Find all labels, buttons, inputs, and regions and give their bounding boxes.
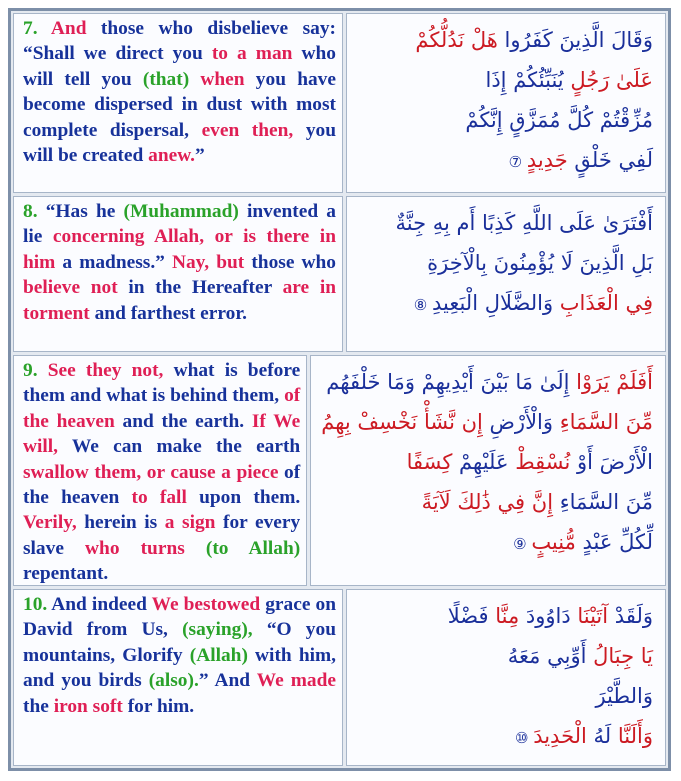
arabic-text-segment: إِنَّ فِي ذَٰلِكَ لَآيَةً — [421, 490, 554, 514]
verse-number: 10. — [23, 594, 48, 615]
arabic-line — [357, 203, 653, 243]
arabic-text-segment: نُسْقِطْ — [515, 450, 571, 474]
english-text-segment: And indeed — [47, 594, 152, 615]
arabic-text-segment: إِن نَّشَأْ نَخْسِفْ بِهِمُ — [321, 410, 483, 434]
english-text-segment: (Allah) — [189, 644, 248, 666]
english-text-segment: or is there in him — [23, 226, 336, 273]
english-text-segment: and farthest error. — [89, 302, 248, 324]
arabic-text-segment: يَا جِبَالُ — [593, 644, 653, 668]
arabic-text-segment: مِّنَ السَّمَاءِ — [559, 410, 653, 434]
arabic-text-segment: وَأَلَنَّا — [617, 724, 653, 748]
arabic-line — [357, 636, 653, 676]
arabic-line — [357, 60, 653, 100]
arabic-text-segment: مُّنِيبٍ — [531, 530, 576, 554]
english-text-segment: when — [189, 68, 245, 90]
arabic-text-segment: كِسَفًا — [406, 450, 453, 474]
english-text-segment: those who — [244, 251, 336, 273]
arabic-text-segment: بَلِ الَّذِينَ لَا يُؤْمِنُونَ بِالْآخِرَةِ — [427, 251, 653, 275]
english-text-segment: the — [23, 695, 54, 717]
english-text-segment: Nay, but — [171, 251, 245, 273]
verse-english-10 — [13, 589, 343, 766]
arabic-text-segment: الْأَرْضَ أَوْ — [570, 450, 653, 474]
verse-arabic-7 — [346, 13, 666, 193]
ayah-end-marker: ⑦ — [508, 153, 527, 171]
english-text-segment: we direct you — [83, 43, 203, 65]
arabic-text-segment: إِلَىٰ مَا بَيْنَ أَيْدِيهِمْ وَمَا خَلْفَهُم — [326, 370, 577, 394]
arabic-line — [357, 676, 653, 716]
english-text-segment: those who disbelieve say: “Shall — [23, 18, 336, 65]
english-text-segment: (that) — [142, 68, 190, 90]
arabic-line — [321, 522, 653, 564]
english-text-segment: Verily, — [23, 512, 77, 534]
english-text-segment: “O you mountains, Glorify — [23, 619, 336, 666]
verse-row-8 — [13, 196, 666, 352]
ayah-end-marker: ⑩ — [514, 729, 534, 747]
english-text-segment: iron soft — [53, 695, 123, 717]
english-text-segment: ” — [195, 145, 205, 167]
english-text-segment: who will tell you — [23, 43, 336, 90]
verse-row-7 — [13, 13, 666, 193]
verse-number: 8. — [23, 201, 38, 222]
arabic-text-segment: وَلَقَدْ — [608, 604, 653, 628]
english-text-segment: for him. — [122, 695, 195, 717]
arabic-line — [357, 716, 653, 758]
english-text-segment: repentant. — [23, 563, 109, 585]
arabic-text-segment: مِنَّا — [495, 604, 520, 628]
english-text-segment: with him, and you birds — [23, 644, 336, 692]
english-text-segment: (saying), — [182, 619, 253, 641]
arabic-text-segment: يُنَبِّئُكُمْ إِذَا — [485, 68, 571, 92]
verse-arabic-10 — [346, 589, 666, 766]
english-text-segment: ” And — [198, 670, 257, 692]
arabic-line — [357, 596, 653, 636]
arabic-line — [357, 243, 653, 283]
english-text-segment: of the heaven — [23, 385, 301, 432]
arabic-line — [321, 362, 653, 402]
arabic-text-segment: مِّنَ السَّمَاءِ — [553, 490, 653, 514]
arabic-text-segment: فِي الْعَذَابِ — [559, 291, 653, 315]
arabic-line — [357, 140, 653, 182]
arabic-text-segment: فَضْلًا — [447, 604, 496, 628]
english-text-segment: for every slave — [23, 512, 301, 559]
english-text-segment: you have become dispersed in dust with most complete dispersal, — [23, 68, 336, 141]
english-text-segment: herein is — [76, 512, 165, 534]
english-text-segment: a sign — [164, 512, 216, 534]
arabic-text-segment: هَلْ نَدُلُّكُمْ — [415, 28, 498, 52]
english-text-segment: even then, — [201, 119, 294, 141]
english-text-segment — [168, 619, 182, 640]
english-text-segment: a madness.” — [55, 251, 172, 273]
english-text-segment: and the earth. — [114, 410, 252, 432]
english-text-segment: upon them. — [186, 487, 301, 509]
arabic-text-segment: وَالضَّلَالِ الْبَعِيدِ — [431, 291, 560, 315]
verse-row-10 — [13, 589, 666, 766]
verse-arabic-9 — [310, 355, 666, 586]
arabic-text-segment: لَهُ — [586, 724, 618, 748]
translation-table — [8, 8, 671, 771]
english-text-segment: are in torment — [23, 277, 337, 324]
arabic-text-segment: وَقَالَ الَّذِينَ كَفَرُوا — [497, 28, 653, 52]
verse-english-8 — [13, 196, 343, 352]
english-text-segment: grace on David — [23, 594, 336, 641]
arabic-text-segment: لَفِي خَلْقٍ — [567, 148, 653, 172]
arabic-text-segment: آتَيْنَا — [577, 604, 609, 628]
arabic-text-segment: أَفْتَرَىٰ عَلَى اللَّهِ كَذِبًا أَم بِهِ جِنَّةٌ — [395, 211, 653, 235]
arabic-text-segment: لِّكُلِّ عَبْدٍ — [575, 530, 653, 554]
english-text-segment: We can make the earth — [58, 436, 301, 458]
english-text-segment: what is before them and what is behind them, — [23, 360, 301, 407]
english-text-segment: who turns — [85, 537, 185, 559]
english-text-segment: to a man — [202, 43, 293, 65]
arabic-text-segment: وَالطَّيْرَ — [595, 684, 653, 708]
arabic-line — [321, 482, 653, 522]
arabic-text-segment: مُزِّقْتُمْ كُلَّ مُمَزَّقٍ إِنَّكُمْ — [465, 108, 653, 132]
arabic-text-segment: وَالْأَرْضِ — [482, 410, 560, 434]
english-text-segment: See — [37, 360, 86, 381]
english-text-segment: concerning Allah, — [52, 226, 205, 248]
arabic-text-segment: دَاوُودَ — [519, 604, 578, 628]
english-text-segment: believe not — [23, 277, 118, 299]
english-text-segment: “Has he — [37, 201, 124, 222]
english-text-segment: you will be created — [23, 119, 336, 167]
arabic-text-segment: أَفَلَمْ يَرَوْا — [576, 370, 653, 394]
english-text-segment: they not, — [85, 360, 164, 381]
english-text-segment: (also). — [148, 670, 199, 692]
english-text-segment: (Muhammad) — [123, 201, 239, 222]
arabic-line — [357, 20, 653, 60]
verse-arabic-8 — [346, 196, 666, 352]
arabic-text-segment: الْحَدِيدَ — [533, 724, 587, 748]
english-text-segment: And — [37, 18, 87, 39]
english-text-segment: (to Allah) — [205, 537, 301, 559]
english-text-segment: of the heaven — [23, 461, 301, 509]
arabic-line — [321, 402, 653, 442]
english-text-segment: If We will, — [23, 410, 301, 458]
arabic-text-segment: أَوِّبِي مَعَهُ — [507, 644, 594, 668]
arabic-line — [321, 442, 653, 482]
ayah-end-marker: ⑨ — [513, 535, 532, 553]
arabic-text-segment: عَلَىٰ رَجُلٍ — [570, 68, 653, 92]
english-text-segment: swallow them, or cause a piece — [23, 461, 279, 483]
arabic-line — [357, 283, 653, 325]
english-text-segment: anew. — [148, 145, 195, 167]
english-text-segment: We made — [256, 670, 337, 692]
verse-number: 9. — [23, 360, 38, 381]
english-text-segment — [185, 538, 206, 559]
verse-english-7 — [13, 13, 343, 193]
english-text-segment: in the Hereafter — [117, 277, 283, 299]
arabic-text-segment: جَدِيدٍ — [526, 148, 568, 172]
verse-row-9 — [13, 355, 666, 586]
arabic-line — [357, 100, 653, 140]
verse-number: 7. — [23, 18, 38, 39]
english-text-segment: to fall — [131, 487, 187, 509]
english-text-segment: invented a lie — [23, 201, 337, 248]
english-text-segment: from Us, — [86, 619, 168, 641]
english-text-segment: We bestowed — [151, 594, 261, 615]
arabic-text-segment: عَلَيْهِمْ — [452, 450, 516, 474]
ayah-end-marker: ⑧ — [413, 296, 432, 314]
verse-english-9 — [13, 355, 307, 586]
